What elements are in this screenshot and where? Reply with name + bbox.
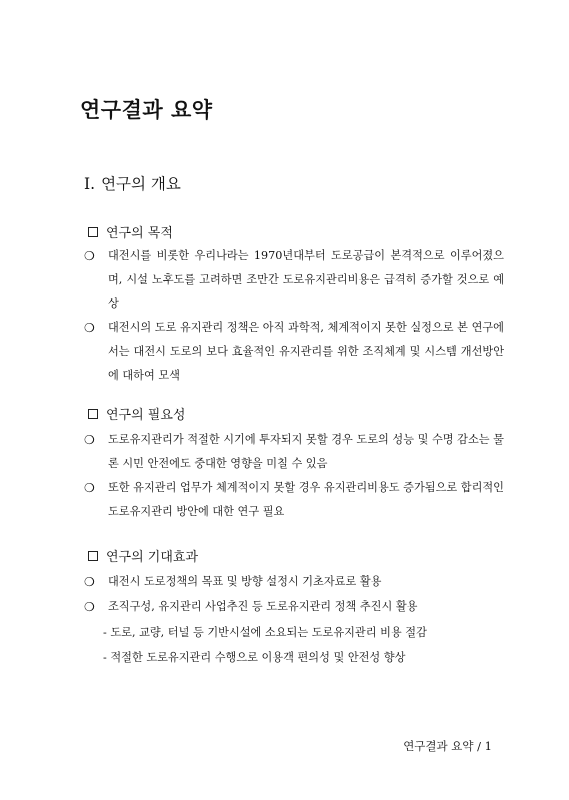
- list-item-text: 또한 유지관리 업무가 체계적이지 못할 경우 유지관리비용도 증가됨으로 합리적인 도로유지관리 방안에 대한 연구 필요: [108, 481, 504, 518]
- list-item-text: 도로유지관리가 적절한 시기에 투자되지 못할 경우 도로의 성능 및 수명 감소는 물론 시민 안전에도 중대한 영향을 미칠 수 있음: [108, 433, 504, 470]
- list-item-text: 대전시 도로정책의 목표 및 방향 설정시 기초자료로 활용: [108, 575, 382, 588]
- page-footer: 연구결과 요약 / 1: [403, 739, 492, 753]
- circle-bullet-icon: ❍: [84, 600, 95, 614]
- square-bullet-icon: [88, 551, 98, 561]
- list-item: [84, 428, 504, 476]
- list-item: [84, 595, 504, 619]
- chapter-heading: [84, 172, 181, 194]
- list-item: [84, 476, 504, 524]
- square-bullet-icon: [88, 409, 98, 419]
- circle-bullet-icon: ❍: [84, 481, 95, 495]
- chapter-title: 연구의 개요: [101, 175, 181, 193]
- sub-list-item: - 도로, 교량, 터널 등 기반시설에 소요되는 도로유지관리 비용 절감: [103, 626, 427, 639]
- section-heading-label: 연구의 기대효과: [106, 550, 199, 565]
- circle-bullet-icon: ❍: [84, 575, 95, 589]
- section-heading-label: 연구의 목적: [106, 226, 173, 241]
- circle-bullet-icon: ❍: [84, 433, 95, 447]
- section-heading-label: 연구의 필요성: [106, 408, 186, 423]
- list-item-text: 대전시의 도로 유지관리 정책은 아직 과학적, 체계적이지 못한 실정으로 본 연구에서는 대전시 도로의 보다 효율적인 유지관리를 위한 조직체계 및 시스템 개선방안에 대하여 모색: [108, 321, 504, 382]
- chapter-number: I.: [84, 175, 96, 193]
- section-heading-purpose: [88, 222, 173, 241]
- sub-list-item: - 적절한 도로유지관리 수행으로 이용객 편의성 및 안전성 향상: [103, 651, 406, 664]
- list-item: [84, 570, 504, 594]
- circle-bullet-icon: ❍: [84, 321, 95, 335]
- list-item-text: 대전시를 비롯한 우리나라는 1970년대부터 도로공급이 본격적으로 이루어졌으며, 시설 노후도를 고려하면 조만간 도로유지관리비용은 급격히 증가할 것으로 예상: [108, 249, 504, 310]
- section-heading-expected-effects: [88, 546, 198, 565]
- circle-bullet-icon: ❍: [84, 249, 95, 263]
- section-heading-necessity: [88, 404, 185, 423]
- page-title: 연구결과 요약: [80, 98, 213, 122]
- list-item: [84, 316, 504, 388]
- list-item-text: 조직구성, 유지관리 사업추진 등 도로유지관리 정책 추진시 활용: [108, 600, 418, 613]
- square-bullet-icon: [88, 227, 98, 237]
- list-item: [84, 244, 504, 316]
